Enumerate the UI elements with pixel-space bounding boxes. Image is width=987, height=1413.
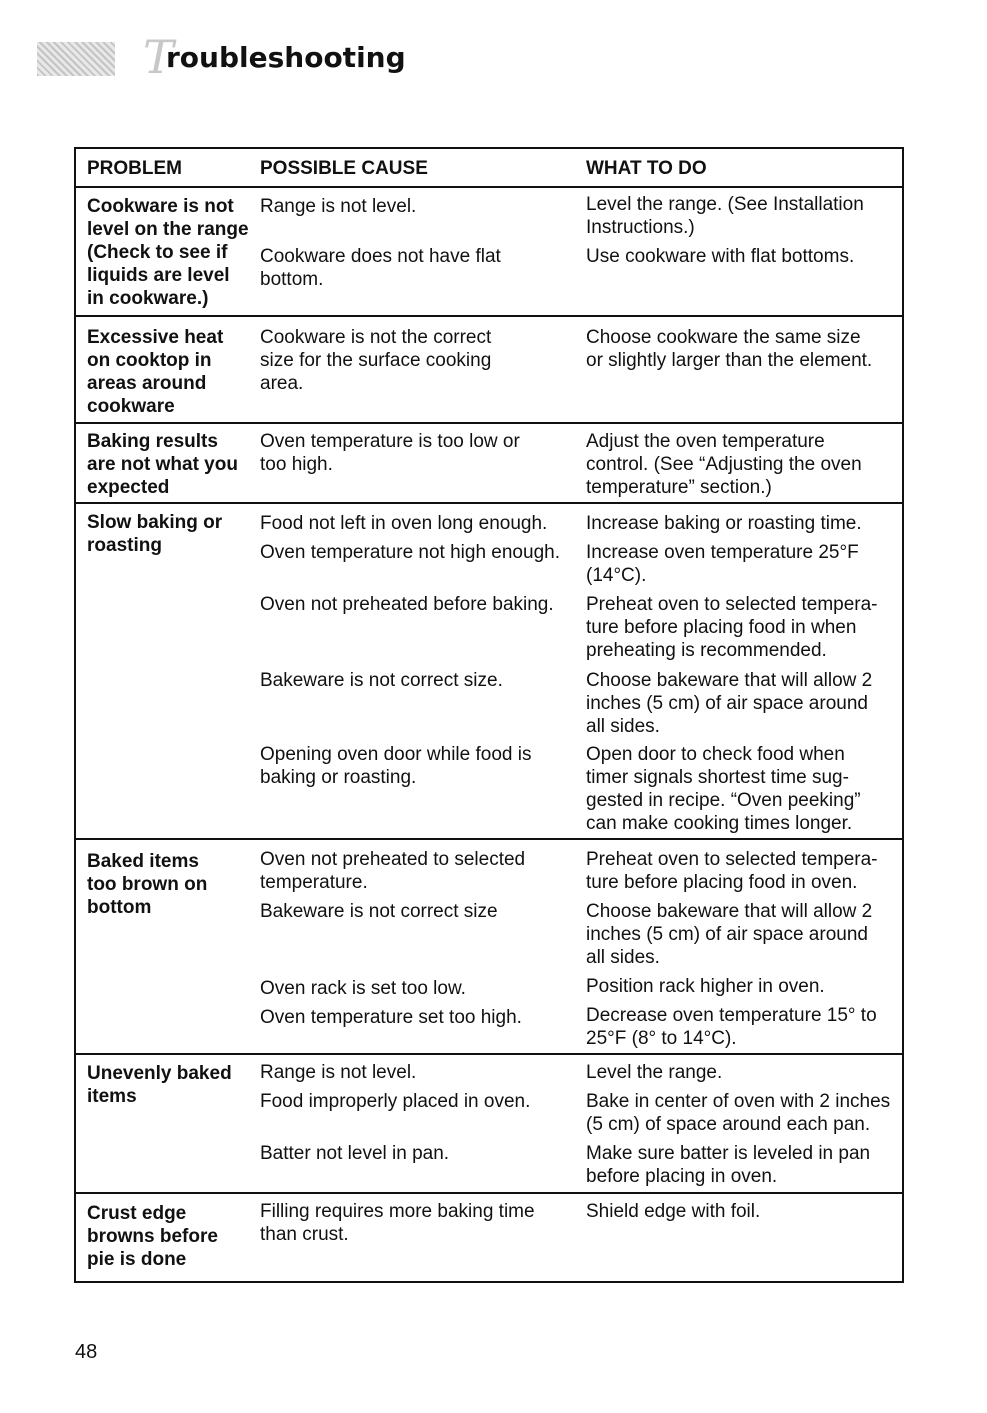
problem-text: in cookware.)	[87, 288, 209, 309]
todo-text: Increase oven temperature 25°F	[586, 542, 859, 563]
cause-text: too high.	[260, 454, 333, 475]
todo-text: temperature” section.)	[586, 477, 772, 498]
problem-text: are not what you	[87, 454, 238, 475]
cause-text: Oven temperature not high enough.	[260, 542, 560, 563]
problem-text: liquids are level	[87, 265, 230, 286]
todo-text: Open door to check food when	[586, 744, 845, 765]
cause-text: Range is not level.	[260, 1062, 417, 1083]
todo-text: Bake in center of oven with 2 inches	[586, 1091, 891, 1112]
cause-text: Batter not level in pan.	[260, 1143, 450, 1164]
todo-text: (5 cm) of space around each pan.	[586, 1114, 871, 1135]
todo-text: ture before placing food in oven.	[586, 872, 858, 893]
column-header-cause: POSSIBLE CAUSE	[260, 158, 428, 179]
todo-text: Position rack higher in oven.	[586, 976, 825, 997]
problem-text: Cookware is not	[87, 196, 234, 217]
todo-text: Preheat oven to selected tempera-	[586, 594, 878, 615]
title-initial: T	[143, 30, 174, 84]
cause-text: bottom.	[260, 269, 324, 290]
problem-text: cookware	[87, 396, 175, 417]
decorative-pattern-icon	[37, 42, 115, 76]
todo-text: Use cookware with flat bottoms.	[586, 246, 855, 267]
todo-text: Preheat oven to selected tempera-	[586, 849, 878, 870]
todo-text: 25°F (8° to 14°C).	[586, 1028, 737, 1049]
problem-text: Slow baking or	[87, 512, 223, 533]
todo-text: gested in recipe. “Oven peeking”	[586, 790, 861, 811]
problem-text: bottom	[87, 897, 152, 918]
cause-text: Cookware is not the correct	[260, 327, 492, 348]
todo-text: Choose bakeware that will allow 2	[586, 901, 873, 922]
cause-text: than crust.	[260, 1224, 349, 1245]
cause-text: size for the surface cooking	[260, 350, 492, 371]
problem-text: expected	[87, 477, 170, 498]
cause-text: Cookware does not have flat	[260, 246, 501, 267]
cause-text: Bakeware is not correct size.	[260, 670, 503, 691]
cause-text: Opening oven door while food is	[260, 744, 532, 765]
row-divider	[76, 1192, 902, 1194]
column-header-todo: WHAT TO DO	[586, 158, 707, 179]
todo-text: preheating is recommended.	[586, 640, 827, 661]
header-divider	[76, 186, 902, 188]
problem-text: Crust edge	[87, 1203, 187, 1224]
problem-text: browns before	[87, 1226, 218, 1247]
page-header	[37, 30, 537, 88]
todo-text: Shield edge with foil.	[586, 1201, 761, 1222]
cause-text: Oven not preheated before baking.	[260, 594, 554, 615]
todo-text: inches (5 cm) of air space around	[586, 924, 868, 945]
todo-text: Instructions.)	[586, 217, 695, 238]
troubleshooting-table	[74, 147, 904, 1283]
todo-text: Choose bakeware that will allow 2	[586, 670, 873, 691]
problem-text: Unevenly baked	[87, 1063, 232, 1084]
todo-text: or slightly larger than the element.	[586, 350, 873, 371]
row-divider	[76, 422, 902, 424]
cause-text: Bakeware is not correct size	[260, 901, 498, 922]
column-header-problem: PROBLEM	[87, 158, 182, 179]
problem-text: Baked items	[87, 851, 199, 872]
todo-text: Make sure batter is leveled in pan	[586, 1143, 871, 1164]
todo-text: timer signals shortest time sug-	[586, 767, 849, 788]
problem-text: items	[87, 1086, 137, 1107]
todo-text: can make cooking times longer.	[586, 813, 853, 834]
row-divider	[76, 838, 902, 840]
cause-text: Food improperly placed in oven.	[260, 1091, 531, 1112]
todo-text: before placing in oven.	[586, 1166, 778, 1187]
problem-text: on cooktop in	[87, 350, 212, 371]
todo-text: Choose cookware the same size	[586, 327, 861, 348]
cause-text: Oven temperature set too high.	[260, 1007, 522, 1028]
todo-text: Adjust the oven temperature	[586, 431, 825, 452]
cause-text: Food not left in oven long enough.	[260, 513, 548, 534]
todo-text: all sides.	[586, 716, 660, 737]
todo-text: control. (See “Adjusting the oven	[586, 454, 862, 475]
todo-text: ture before placing food in when	[586, 617, 857, 638]
todo-text: Level the range. (See Installation	[586, 194, 864, 215]
todo-text: Decrease oven temperature 15° to	[586, 1005, 877, 1026]
todo-text: Increase baking or roasting time.	[586, 513, 862, 534]
cause-text: Oven rack is set too low.	[260, 978, 466, 999]
row-divider	[76, 315, 902, 317]
problem-text: roasting	[87, 535, 162, 556]
todo-text: Level the range.	[586, 1062, 723, 1083]
page-title: roubleshooting	[166, 41, 406, 74]
todo-text: inches (5 cm) of air space around	[586, 693, 868, 714]
todo-text: (14°C).	[586, 565, 647, 586]
cause-text: Oven not preheated to selected	[260, 849, 526, 870]
problem-text: pie is done	[87, 1249, 187, 1270]
problem-text: areas around	[87, 373, 207, 394]
page-number: 48	[75, 1341, 98, 1363]
cause-text: Range is not level.	[260, 196, 417, 217]
problem-text: Excessive heat	[87, 327, 224, 348]
cause-text: area.	[260, 373, 304, 394]
todo-text: all sides.	[586, 947, 660, 968]
row-divider	[76, 1053, 902, 1055]
cause-text: Filling requires more baking time	[260, 1201, 535, 1222]
cause-text: temperature.	[260, 872, 368, 893]
row-divider	[76, 502, 902, 504]
problem-text: Baking results	[87, 431, 218, 452]
cause-text: baking or roasting.	[260, 767, 417, 788]
problem-text: (Check to see if	[87, 242, 228, 263]
problem-text: level on the range	[87, 219, 249, 240]
cause-text: Oven temperature is too low or	[260, 431, 520, 452]
problem-text: too brown on	[87, 874, 208, 895]
